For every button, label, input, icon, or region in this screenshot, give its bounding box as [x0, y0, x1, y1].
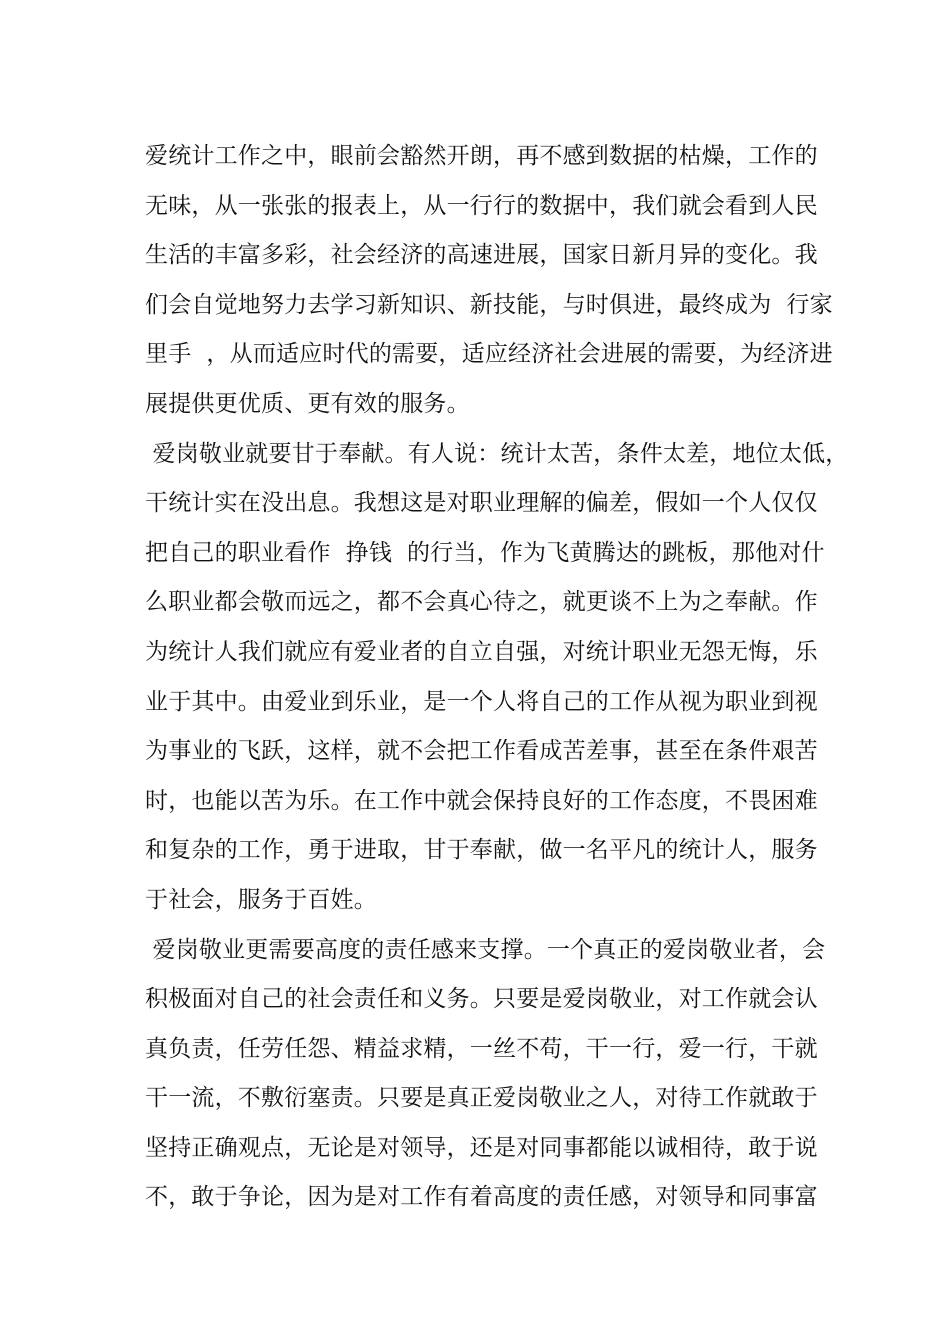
text-line: 为事业的飞跃，这样，就不会把工作看成苦差事，甚至在条件艰苦 [145, 738, 818, 765]
text-line: 积极面对自己的社会责任和义务。只要是爱岗敬业，对工作就会认 [145, 986, 818, 1013]
text-line: 们会自觉地努力去学习新知识、新技能，与时俱进，最终成为 行家 [145, 291, 833, 318]
text-line: 爱岗敬业更需要高度的责任感来支撑。一个真正的爱岗敬业者，会 [145, 936, 826, 963]
body-text [145, 132, 849, 1223]
text-line: 业于其中。由爱业到乐业，是一个人将自己的工作从视为职业到视 [145, 688, 818, 715]
text-line: 不，敢于争论，因为是对工作有着高度的责任感，对领导和同事富 [145, 1184, 818, 1211]
text-line: 把自己的职业看作 挣钱 的行当，作为飞黄腾达的跳板，那他对什 [145, 539, 825, 566]
text-line: 爱岗敬业就要甘于奉献。有人说：统计太苦，条件太差，地位太低， [145, 440, 849, 467]
text-line: 于社会，服务于百姓。 [145, 886, 377, 913]
text-line: 和复杂的工作，勇于进取，甘于奉献，做一名平凡的统计人，服务 [145, 837, 818, 864]
text-line: 里手 ，从而适应时代的需要，适应经济社会进展的需要，为经济进 [145, 341, 833, 368]
text-line: 为统计人我们就应有爱业者的自立自强，对统计职业无怨无悔，乐 [145, 638, 818, 665]
text-line: 生活的丰富多彩，社会经济的高速进展，国家日新月异的变化。我 [145, 242, 818, 269]
text-line: 么职业都会敬而远之，都不会真心待之，就更谈不上为之奉献。作 [145, 589, 818, 616]
text-line: 爱统计工作之中，眼前会豁然开朗，再不感到数据的枯燥，工作的 [145, 143, 818, 169]
text-line: 时，也能以苦为乐。在工作中就会保持良好的工作态度，不畏困难 [145, 787, 818, 814]
text-line: 干统计实在没出息。我想这是对职业理解的偏差，假如一个人仅仅 [145, 490, 818, 517]
text-line: 展提供更优质、更有效的服务。 [145, 390, 470, 417]
text-line: 坚持正确观点，无论是对领导，还是对同事都能以诚相待，敢于说 [145, 1134, 818, 1161]
text-line: 无味，从一张张的报表上，从一行行的数据中，我们就会看到人民 [145, 192, 818, 219]
text-line: 干一流，不敷衍塞责。只要是真正爱岗敬业之人，对待工作就敢于 [145, 1085, 818, 1112]
text-line: 真负责，任劳任怨、精益求精，一丝不苟，干一行，爱一行，干就 [145, 1035, 818, 1062]
